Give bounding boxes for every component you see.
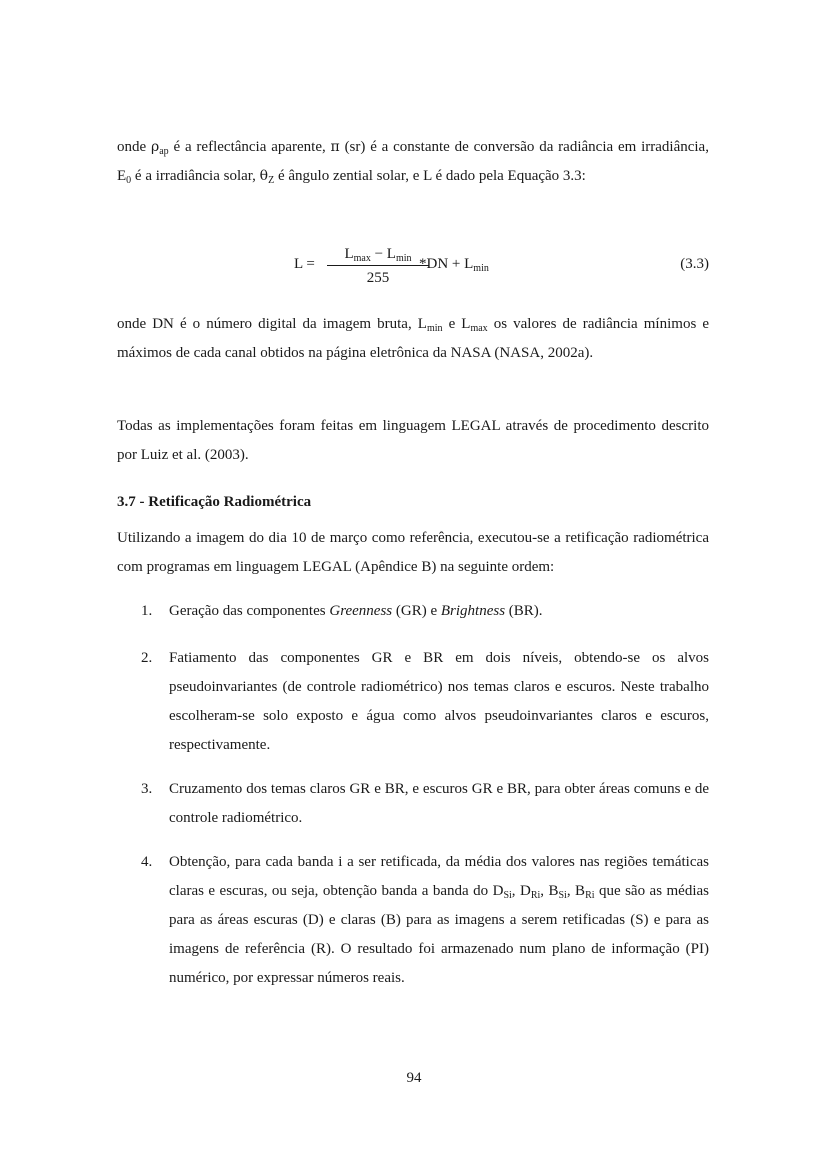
- equation-lhs: L =: [294, 256, 315, 272]
- subscript: min: [473, 263, 489, 274]
- text-run: onde: [117, 139, 151, 155]
- list-item: [117, 848, 709, 993]
- irradiance-symbol: E: [117, 168, 127, 184]
- pi-symbol: π: [330, 139, 340, 155]
- fraction-denominator: 255: [366, 270, 390, 286]
- fraction-numerator: [323, 243, 433, 265]
- italic-term: Greenness: [329, 603, 393, 619]
- text-run: é a reflectância aparente,: [168, 139, 331, 155]
- text-run: é ângulo zential solar, e L é dado pela Equação 3.3:: [274, 168, 586, 184]
- text-run: é a irradiância solar,: [131, 168, 260, 184]
- equation-3-3: [117, 243, 709, 293]
- rho-symbol: ρ: [150, 139, 160, 155]
- subscript: max: [353, 253, 371, 264]
- subscript: 0: [126, 175, 132, 186]
- subscript: max: [470, 323, 488, 334]
- list-item: [117, 775, 709, 833]
- text-run: Geração das componentes: [169, 603, 330, 619]
- subscript: Ri: [585, 890, 595, 901]
- list-item: [117, 597, 709, 626]
- paragraph-dn-definition: [117, 310, 709, 368]
- text-run: e L: [442, 316, 471, 332]
- text-run: *DN + L: [419, 256, 474, 272]
- italic-term: Brightness: [440, 603, 506, 619]
- paragraph-retification-intro: Utilizando a imagem do dia 10 de março como referência, executou-se a retificação radiométrica com programas em linguagem LEGAL (Apêndice B) na seguinte ordem:: [117, 530, 709, 575]
- text-run: (BR).: [505, 603, 543, 619]
- equation-number: (3.3): [680, 256, 709, 272]
- paragraph-implementation: Todas as implementações foram feitas em linguagem LEGAL através de procedimento descrito por Luiz et al. (2003).: [117, 418, 709, 463]
- subscript: min: [426, 323, 443, 334]
- subscript: Ri: [530, 890, 541, 901]
- text-run: onde DN é o número digital da imagem bruta, L: [117, 316, 427, 332]
- text-run: os valores de radiância mínimos e máximos de cada canal obtidos na página eletrônica da NASA (NASA, 2002a).: [117, 316, 710, 361]
- equation-fraction: [323, 243, 433, 290]
- list-text: Cruzamento dos temas claros GR e BR, e escuros GR e BR, para obter áreas comuns e de controle radiométrico.: [169, 781, 709, 826]
- list-number: 3.: [141, 781, 153, 797]
- subscript: Si: [503, 890, 512, 901]
- subscript: Si: [558, 890, 567, 901]
- subscript: Z: [268, 175, 275, 186]
- page-number: 94: [406, 1070, 422, 1086]
- paragraph-reflectance-definition: [117, 133, 709, 191]
- text-run: , D: [511, 883, 531, 899]
- list-item: [117, 644, 709, 760]
- theta-symbol: θ: [259, 168, 269, 184]
- text-run: Obtenção, para cada banda i a ser retificada, da média dos valores nas regiões temáticas claras e escuras, ou seja, obtenção banda a banda do D: [169, 854, 709, 899]
- section-heading: 3.7 - Retificação Radiométrica: [117, 494, 312, 510]
- list-number: 1.: [141, 603, 153, 619]
- list-number: 4.: [141, 854, 153, 870]
- text-run: − L: [370, 246, 396, 262]
- subscript: min: [395, 253, 412, 264]
- text-run: , B: [540, 883, 559, 899]
- text-run: (GR) e: [392, 603, 441, 619]
- text-run: , B: [566, 883, 586, 899]
- list-text: Fatiamento das componentes GR e BR em dois níveis, obtendo-se os alvos pseudoinvariantes (de controle radiométrico) nos temas claros e escuros. Neste trabalho escolheram-se solo exposto e água como alvos pseudoinvariantes claros e escuros, respectivamente.: [169, 650, 709, 753]
- text-run: (sr) é a constante de conversão da radiância em irradiância,: [339, 139, 709, 155]
- list-number: 2.: [141, 650, 153, 666]
- text-run: que são as médias para as áreas escuras (D) e claras (B) para as imagens a serem retificadas (S) e para as imagens de referência (R). O resultado foi armazenado num plano de informação (PI) numérico, por expressar números reais.: [169, 883, 709, 986]
- equation-rest: [419, 256, 489, 273]
- subscript: ap: [159, 146, 169, 157]
- list-text: [169, 597, 709, 626]
- list-text: [169, 848, 709, 993]
- text-run: L: [344, 246, 354, 262]
